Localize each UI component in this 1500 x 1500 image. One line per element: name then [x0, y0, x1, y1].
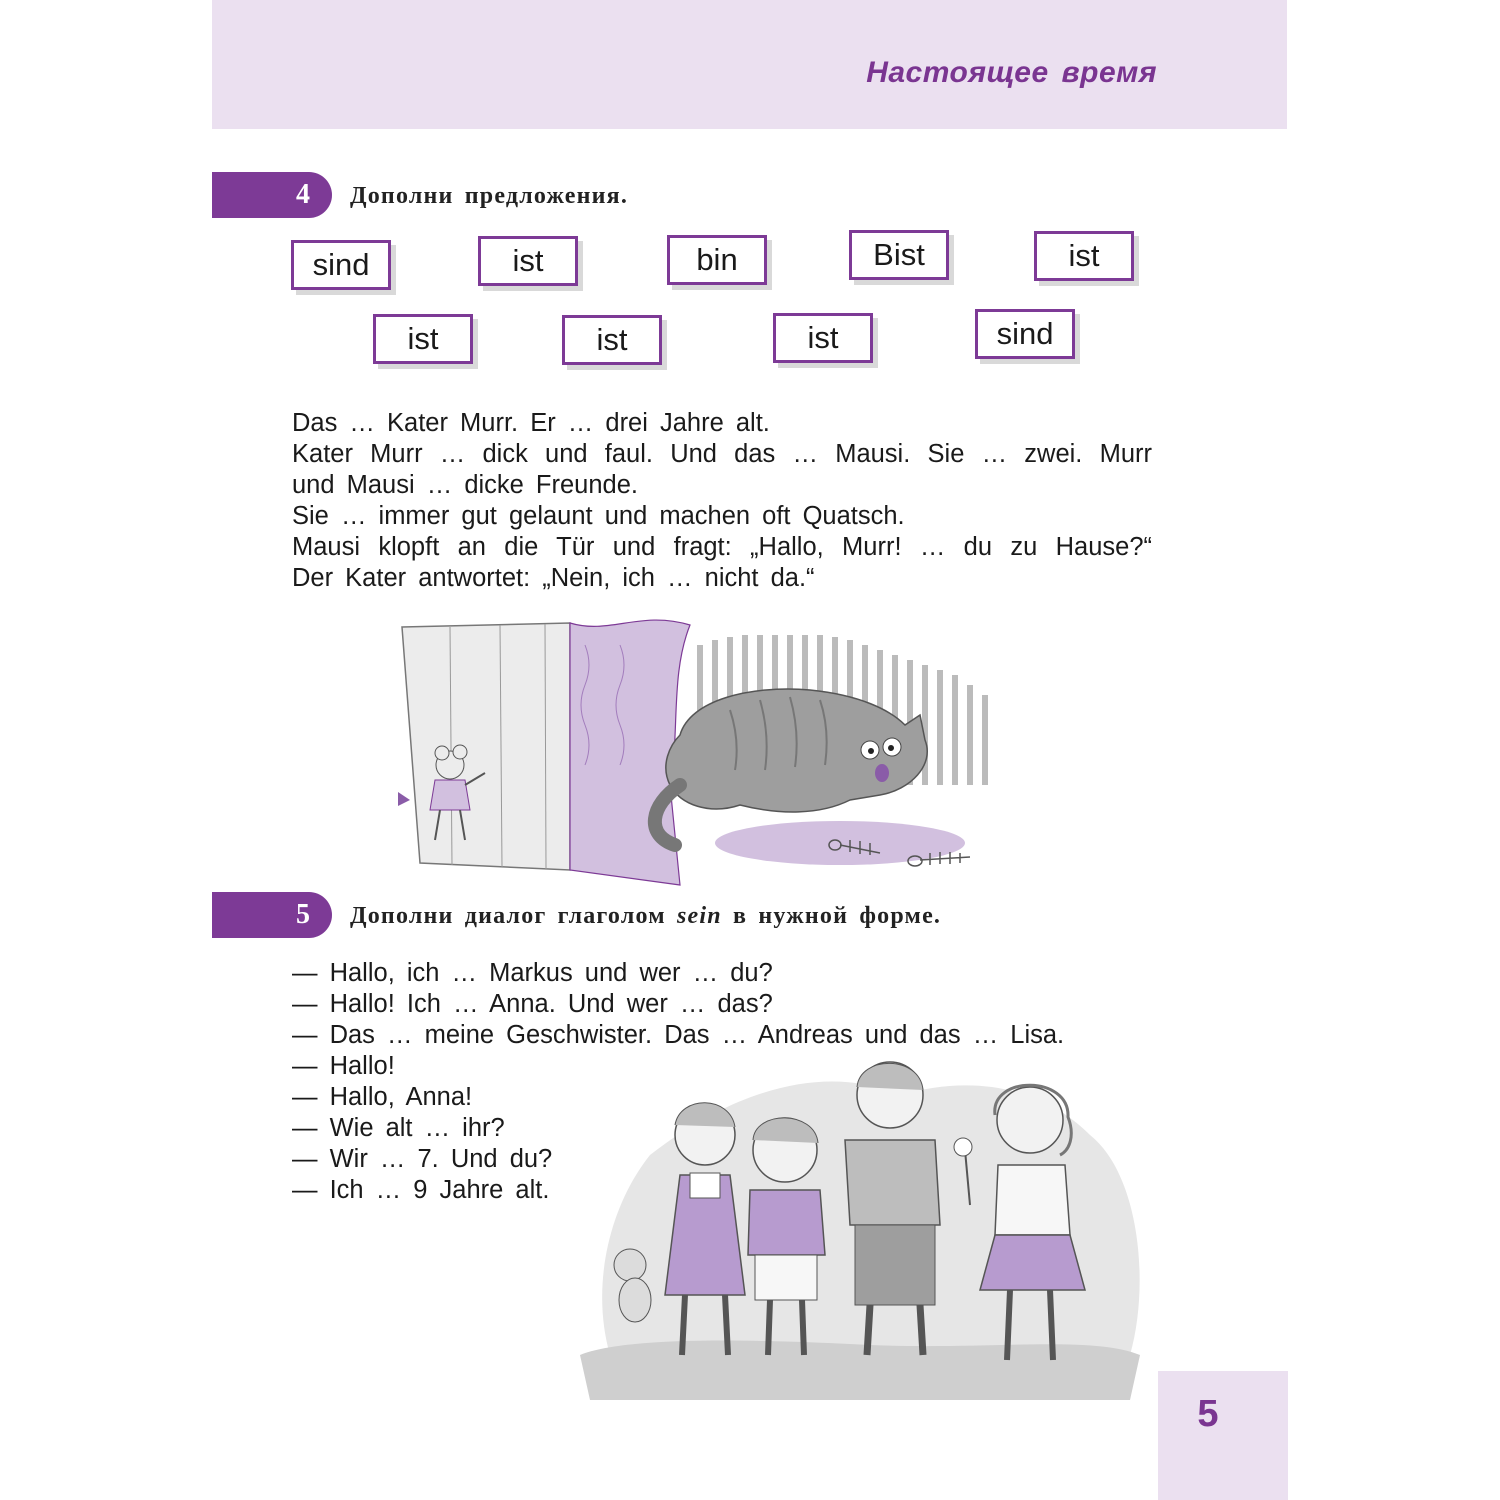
- children-illustration: [570, 1055, 1150, 1415]
- text-line: und Mausi … dicke Freunde.: [292, 471, 638, 499]
- header-band: [212, 0, 1287, 129]
- text-line: Kater Murr … dick und faul. Und das … Mausi. Sie … zwei. Murr: [292, 440, 1152, 468]
- section-title: Настоящее время: [866, 56, 1157, 89]
- task-5-badge: 5: [212, 892, 332, 938]
- word-card[interactable]: ist: [478, 236, 578, 286]
- text-line: Mausi klopft an die Tür und fragt: „Hallo, Murr! … du zu Hause?“: [292, 533, 1152, 561]
- page-number-tab: [1158, 1371, 1288, 1500]
- text-line: Der Kater antwortet: „Nein, ich … nicht da.“: [292, 564, 815, 592]
- page-number: 5: [1197, 1393, 1219, 1435]
- instruction-verb: sein: [676, 903, 722, 929]
- dialog-line: — Ich … 9 Jahre alt.: [292, 1176, 550, 1204]
- dialog-line: — Hallo! Ich … Anna. Und wer … das?: [292, 990, 773, 1018]
- word-card[interactable]: sind: [975, 309, 1075, 359]
- task-4-badge: 4: [212, 172, 332, 218]
- word-card[interactable]: Bist: [849, 230, 949, 280]
- dialog-line: — Das … meine Geschwister. Das … Andreas und das … Lisa.: [292, 1021, 1065, 1049]
- word-card[interactable]: bin: [667, 235, 767, 285]
- text-line: Sie … immer gut gelaunt und machen oft Quatsch.: [292, 502, 905, 530]
- word-card[interactable]: sind: [291, 240, 391, 290]
- task-4-instruction: Дополни предложения.: [350, 183, 629, 209]
- dialog-line: — Wie alt … ihr?: [292, 1114, 505, 1142]
- dialog-line: — Hallo, Anna!: [292, 1083, 473, 1111]
- dialog-line: — Hallo, ich … Markus und wer … du?: [292, 959, 773, 987]
- instruction-text: Дополни диалог глаголом: [350, 903, 677, 929]
- task-4-text: [292, 408, 1152, 594]
- word-card[interactable]: ist: [373, 314, 473, 364]
- word-card[interactable]: ist: [1034, 231, 1134, 281]
- instruction-text: в нужной форме.: [721, 903, 942, 929]
- word-card[interactable]: ist: [773, 313, 873, 363]
- dialog-line: — Hallo!: [292, 1052, 395, 1080]
- text-line: Das … Kater Murr. Er … drei Jahre alt.: [292, 409, 770, 437]
- dialog-line: — Wir … 7. Und du?: [292, 1145, 553, 1173]
- word-card[interactable]: ist: [562, 315, 662, 365]
- cat-mouse-illustration: [380, 615, 1020, 895]
- task-5-instruction: [350, 903, 941, 930]
